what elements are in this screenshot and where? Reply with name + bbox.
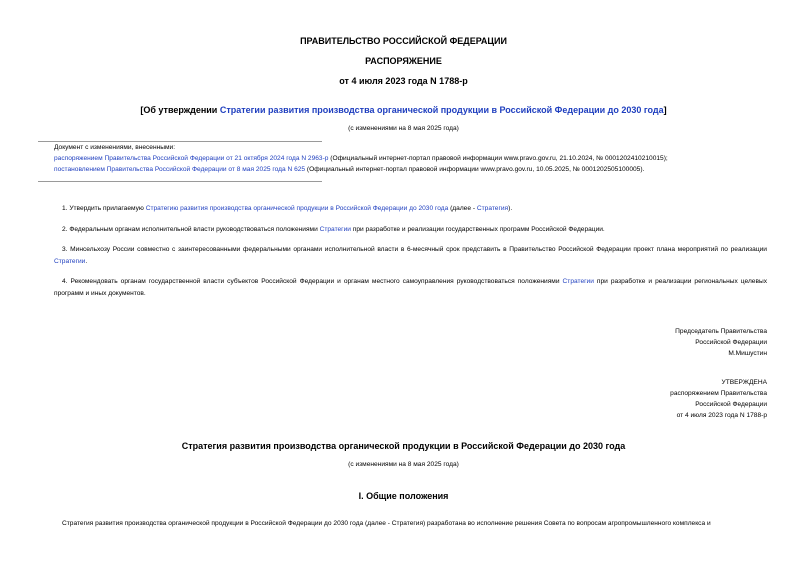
- signature-line-1: Председатель Правительства: [675, 328, 767, 335]
- paragraph-1: [62, 205, 512, 212]
- approved-line-1: УТВЕРЖДЕНА: [721, 379, 767, 386]
- change-link-2963[interactable]: распоряжением Правительства Российской Федерации от 21 октября 2024 года N 2963-р: [54, 155, 329, 162]
- p4-text: при разработке и реализации региональных целевых программ и иных документов.: [54, 278, 767, 297]
- p1-text: ).: [508, 205, 513, 212]
- amendments-note: (с изменениями на 8 мая 2025 года): [348, 125, 459, 132]
- p1-text: 1. Утвердить прилагаемую: [62, 205, 146, 212]
- paragraph-2: [62, 226, 605, 233]
- p1-strategy-link[interactable]: Стратегию развития производства органической продукции в Российской Федерации до 2030 года: [145, 205, 449, 212]
- change-item: [54, 166, 644, 173]
- p1-strategy-short-link[interactable]: Стратегия: [476, 205, 509, 212]
- title-close-bracket: ]: [663, 105, 667, 115]
- p2-strategy-link[interactable]: Стратегии: [319, 226, 351, 233]
- doc-date-heading: от 4 июля 2023 года N 1788-р: [339, 76, 468, 86]
- change-item: [54, 155, 668, 162]
- p2-text: 2. Федеральным органам исполнительной власти руководствоваться положениями: [62, 226, 320, 233]
- section-heading: I. Общие положения: [358, 491, 449, 501]
- changes-intro: Документ с изменениями, внесенными:: [54, 144, 176, 151]
- change-text: (Официальный интернет-портал правовой информации www.pravo.gov.ru, 10.05.2025, № 0001202505100005).: [305, 166, 645, 173]
- paragraph-3: [54, 244, 767, 268]
- document-title: [0, 105, 807, 115]
- paragraph-4: [54, 276, 767, 300]
- p3-strategy-link[interactable]: Стратегии: [54, 258, 86, 265]
- p4-strategy-link[interactable]: Стратегии: [562, 278, 594, 285]
- strategy-title-link[interactable]: Стратегии развития производства органической продукции в Российской Федерации до 2030 года: [219, 105, 664, 115]
- approved-line-4: от 4 июля 2023 года N 1788-р: [676, 412, 767, 419]
- p2-text: при разработке и реализации государственных программ Российской Федерации.: [350, 226, 605, 233]
- p4-text: 4. Рекомендовать органам государственной власти субъектов Российской Федерации и органам местного самоуправления руководствоваться положениями: [62, 278, 563, 285]
- signature-line-3: М.Мишустин: [728, 350, 767, 357]
- change-link-625[interactable]: постановлением Правительства Российской Федерации от 8 мая 2025 года N 625: [54, 166, 306, 173]
- title-open-bracket: [Об утверждении: [140, 105, 220, 115]
- approved-line-3: Российской Федерации: [695, 401, 767, 408]
- strategy-first-line: Стратегия развития производства органической продукции в Российской Федерации до 2030 года (далее - Стратегия) разработана во исполнение решения Совета по вопросам агропромышленного комплекса и: [62, 520, 711, 527]
- p3-text: 3. Минсельхозу России совместно с заинтересованными федеральными органами исполнительной власти в 6-месячный срок представить в Правительство Российской Федерации проект плана мероприятий по реализации: [62, 246, 767, 253]
- p1-text: (далее -: [448, 205, 477, 212]
- signature-line-2: Российской Федерации: [695, 339, 767, 346]
- approved-line-2: распоряжением Правительства: [670, 390, 767, 397]
- changes-bottom-divider: [38, 181, 322, 182]
- p3-text: .: [85, 258, 88, 265]
- changes-top-divider: [38, 141, 322, 142]
- strategy-title: Стратегия развития производства органической продукции в Российской Федерации до 2030 года: [181, 441, 626, 451]
- government-heading: ПРАВИТЕЛЬСТВО РОССИЙСКОЙ ФЕДЕРАЦИИ: [300, 36, 507, 46]
- strategy-amendments-note: (с изменениями на 8 мая 2025 года): [348, 461, 459, 468]
- change-text: (Официальный интернет-портал правовой информации www.pravo.gov.ru, 21.10.2024, № 0001202410210015);: [328, 155, 668, 162]
- doc-type-heading: РАСПОРЯЖЕНИЕ: [365, 56, 442, 66]
